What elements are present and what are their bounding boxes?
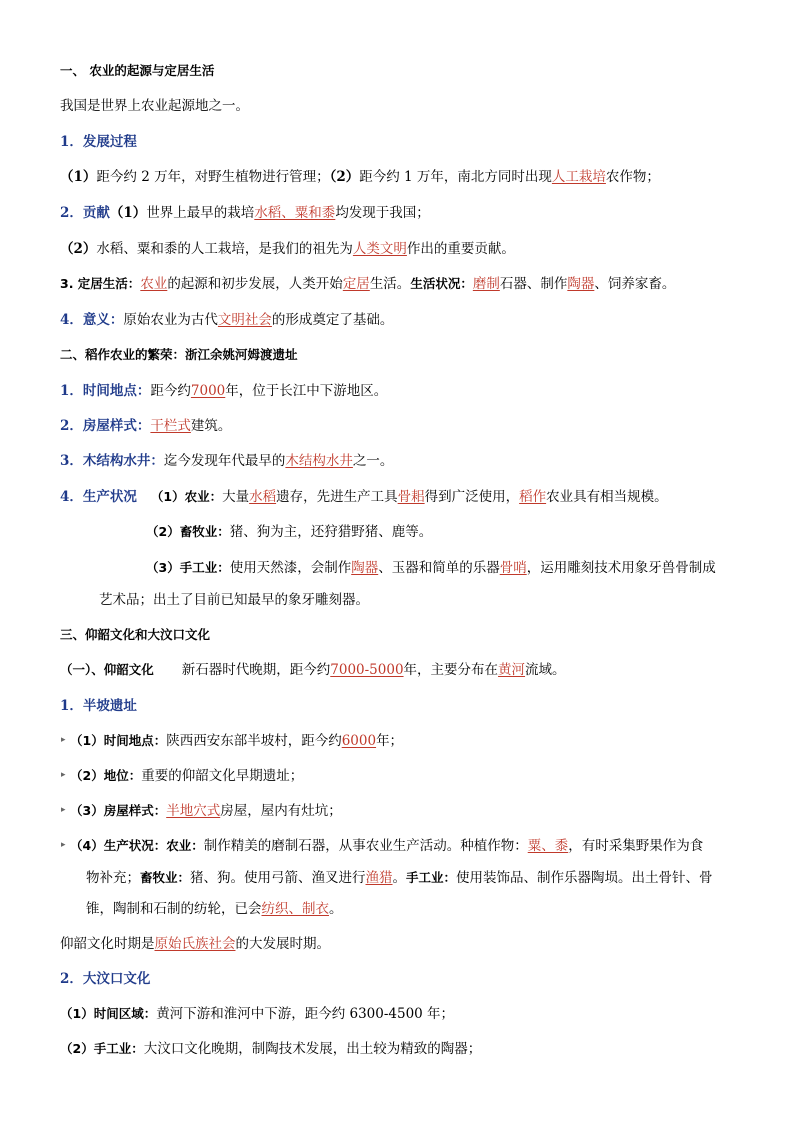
section-2-title: 二、稻作农业的繁荣：浙江余姚河姆渡遗址 xyxy=(60,347,298,362)
keyword: 黄河 xyxy=(498,662,526,678)
section-1-intro: 我国是世界上农业起源地之一。 xyxy=(60,98,249,114)
keyword: 文明社会 xyxy=(217,312,272,328)
heading-label: 3．木结构水井： xyxy=(60,453,164,469)
sub-label: （2）畜牧业： xyxy=(146,524,230,539)
text: 遗存，先进生产工具 xyxy=(276,489,398,505)
text: 猪、狗。使用弓箭、渔叉进行 xyxy=(190,870,366,886)
keyword: 陶器 xyxy=(567,276,595,292)
num-label: （1） xyxy=(109,205,147,221)
heading-label: （一）、仰韶文化 xyxy=(60,662,154,677)
keyword: 磨制 xyxy=(472,276,500,292)
text: 猪、狗为主，还狩猎野猪、鹿等。 xyxy=(229,524,433,540)
keyword: 定居 xyxy=(342,276,370,292)
text: 。 xyxy=(329,901,343,917)
s3-para-1d xyxy=(70,837,703,855)
text: 均发现于我国； xyxy=(335,205,430,221)
keyword: 水稻、粟和黍 xyxy=(254,205,336,221)
sub-label: （4）生产状况： xyxy=(70,838,167,853)
text: ，有时采集野果作为食 xyxy=(568,838,704,854)
paragraph-mark-icon: ▸ xyxy=(61,840,66,850)
text: 年，位于长江中下游地区。 xyxy=(225,383,388,399)
keyword: 半地穴式 xyxy=(166,803,221,819)
text: 距今约 xyxy=(150,383,191,399)
s3-para-1b xyxy=(70,767,303,785)
text: 的起源和初步发展，人类开始 xyxy=(167,276,343,292)
text: 农业具有相当规模。 xyxy=(546,489,668,505)
keyword: 人类文明 xyxy=(352,241,407,257)
text: 大汶口文化晚期，制陶技术发展，出土较为精致的陶器； xyxy=(143,1041,482,1057)
text: 农作物； xyxy=(605,169,660,185)
s1-para-3 xyxy=(60,275,675,293)
s3-para-1d-cont2 xyxy=(86,900,343,918)
text: 新石器时代晚期，距今约 xyxy=(181,662,331,678)
keyword: 7000-5000 xyxy=(330,662,404,678)
sub-label: （3）房屋样式： xyxy=(70,803,167,818)
text: 建筑。 xyxy=(190,418,232,434)
heading-label: 生活状况： xyxy=(410,276,473,291)
s2-para-4b xyxy=(146,523,432,541)
keyword: 骨耜 xyxy=(397,489,425,505)
text: 水稻、粟和黍的人工栽培，是我们的祖先为 xyxy=(96,241,353,257)
keyword: 稻作 xyxy=(519,489,547,505)
text: 年； xyxy=(376,733,404,749)
text: 石器、制作 xyxy=(499,276,568,292)
text: 的形成奠定了基础。 xyxy=(271,312,394,328)
paragraph-mark-icon: ▸ xyxy=(61,735,66,745)
sub-label: （2）地位： xyxy=(70,768,142,783)
text: 、玉器和简单的乐器 xyxy=(378,560,500,576)
heading-label: 3. 定居生活： xyxy=(60,276,141,291)
text: 世界上最早的栽培 xyxy=(146,205,255,221)
s3-para-1e xyxy=(60,935,330,953)
text: 制作精美的磨制石器，从事农业生产活动。种植作物： xyxy=(203,838,528,854)
text: 。 xyxy=(392,870,407,886)
text: 距今约 1 万年，南北方同时出现 xyxy=(359,169,552,185)
paragraph-mark-icon: ▸ xyxy=(61,805,66,815)
keyword: 水稻 xyxy=(249,489,277,505)
keyword: 渔猎 xyxy=(365,870,393,886)
s2-para-4c xyxy=(146,559,716,577)
text: 年，主要分布在 xyxy=(403,662,499,678)
s1-heading-1: 1．发展过程 xyxy=(60,134,137,150)
s3-para-2b xyxy=(60,1040,481,1058)
text: 得到广泛使用， xyxy=(424,489,520,505)
s3-yangshao-intro xyxy=(60,661,566,679)
s3-para-1d-cont1 xyxy=(86,869,713,887)
heading-label: 2．贡献 xyxy=(60,205,110,221)
heading-label: 4．意义： xyxy=(60,312,124,328)
text: 的大发展时期。 xyxy=(235,936,330,952)
s1-para-1 xyxy=(60,168,660,186)
heading-label: 1．时间地点： xyxy=(60,383,151,399)
text: 房屋，屋内有灶坑； xyxy=(220,803,342,819)
sub-label: 手工业： xyxy=(406,870,457,885)
sub-label: 农业： xyxy=(166,838,204,853)
text: 之一。 xyxy=(352,453,394,469)
keyword: 原始氏族社会 xyxy=(154,936,236,952)
paragraph-mark-icon: ▸ xyxy=(61,770,66,780)
text: 黄河下游和淮河中下游，距今约 6300-4500 年； xyxy=(156,1006,455,1022)
text: 原始农业为古代 xyxy=(123,312,218,328)
keyword: 6000 xyxy=(341,733,377,749)
text: 使用装饰品、制作乐器陶埙。出土骨针、骨 xyxy=(456,870,713,886)
s3-heading-2: 2．大汶口文化 xyxy=(60,971,151,987)
text: 物补充； xyxy=(86,870,140,886)
s3-heading-1: 1．半坡遗址 xyxy=(60,698,137,714)
s2-para-4 xyxy=(60,488,668,506)
text: ，运用雕刻技术用象牙兽骨制成 xyxy=(526,560,716,576)
keyword: 人工栽培 xyxy=(551,169,606,185)
section-1-title: 一、 农业的起源与定居生活 xyxy=(60,63,215,78)
section-3-title: 三、仰韶文化和大汶口文化 xyxy=(60,627,211,642)
s1-para-4 xyxy=(60,311,393,329)
s3-para-1a xyxy=(70,732,403,750)
s1-para-2b xyxy=(60,240,515,258)
sub-label: （1）时间区域： xyxy=(60,1006,157,1021)
heading-label: 2．房屋样式： xyxy=(60,418,151,434)
s2-para-1 xyxy=(60,382,387,400)
heading-label: 4．生产状况 xyxy=(60,489,137,505)
keyword: 木结构水井 xyxy=(285,453,353,469)
keyword: 7000 xyxy=(190,383,226,399)
keyword: 农业 xyxy=(140,276,168,292)
num-label: （2） xyxy=(60,241,97,257)
keyword: 干栏式 xyxy=(150,418,191,434)
sub-label: （2）手工业： xyxy=(60,1041,144,1056)
text: 陕西西安东部半坡村，距今约 xyxy=(166,733,342,749)
text: 迄今发现年代最早的 xyxy=(163,453,286,469)
num-label: （1） xyxy=(60,169,97,185)
text: 作出的重要贡献。 xyxy=(406,241,515,257)
keyword: 陶器 xyxy=(351,560,379,576)
sub-label: （1）农业： xyxy=(150,489,223,504)
text: 锥，陶制和石制的纺轮，已会 xyxy=(86,901,262,917)
keyword: 纺织、制衣 xyxy=(261,901,329,917)
s3-para-1c xyxy=(70,802,342,820)
keyword: 粟、黍 xyxy=(527,838,569,854)
keyword: 骨哨 xyxy=(499,560,527,576)
sub-label: 畜牧业： xyxy=(140,870,191,885)
text: 距今约 2 万年，对野生植物进行管理； xyxy=(96,169,330,185)
text: 大量 xyxy=(222,489,250,505)
text: 流域。 xyxy=(525,662,566,678)
num-label: （2） xyxy=(329,169,360,185)
s2-para-3 xyxy=(60,452,393,470)
text: 生活。 xyxy=(369,276,411,292)
sub-label: （1）时间地点： xyxy=(70,733,167,748)
s3-para-2a xyxy=(60,1005,454,1023)
text: 、饲养家畜。 xyxy=(594,276,676,292)
text: 重要的仰韶文化早期遗址； xyxy=(141,768,304,784)
s1-para-2 xyxy=(60,204,430,222)
sub-label: （3）手工业： xyxy=(146,560,230,575)
s2-para-2 xyxy=(60,417,231,435)
text: 仰韶文化时期是 xyxy=(60,936,155,952)
text: 使用天然漆，会制作 xyxy=(229,560,352,576)
s2-para-4c-cont: 艺术品；出土了目前已知最早的象牙雕刻器。 xyxy=(99,592,369,608)
